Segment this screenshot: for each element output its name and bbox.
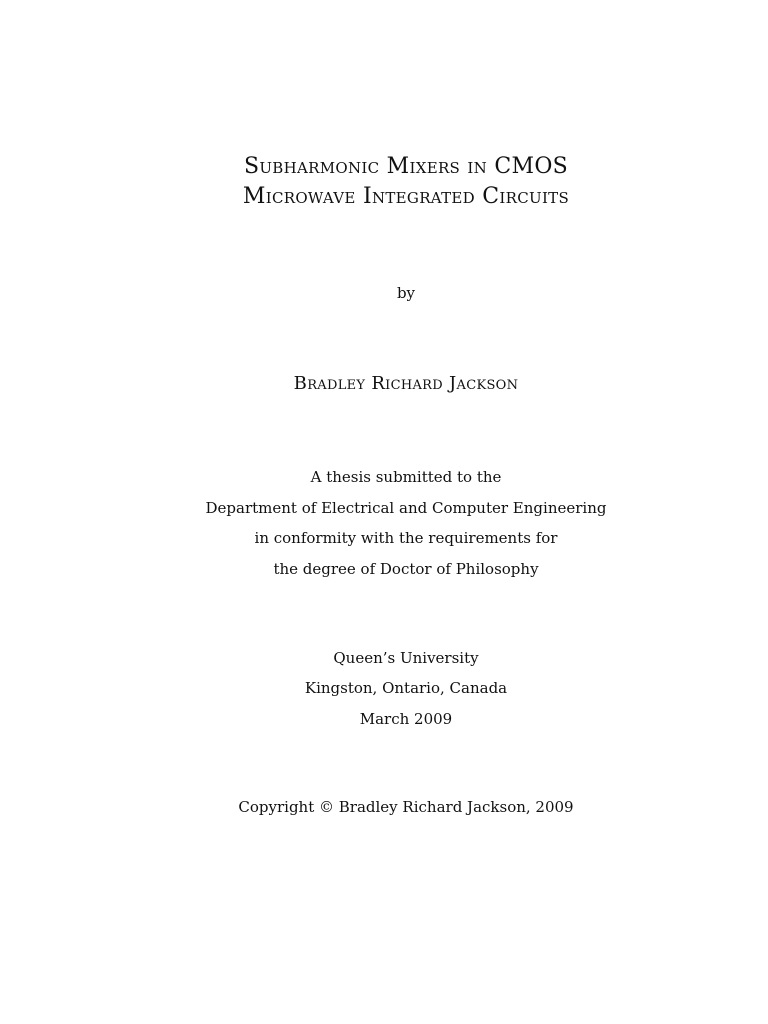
- thesis-statement-line-1: A thesis submitted to the: [310, 468, 502, 486]
- submission-date: March 2009: [359, 710, 453, 728]
- thesis-statement-line-2: Department of Electrical and Computer Engineering: [205, 499, 607, 517]
- university-location: Kingston, Ontario, Canada: [304, 679, 508, 697]
- thesis-title-line-2: Microwave Integrated Circuits: [242, 184, 570, 209]
- thesis-statement-line-3: in conformity with the requirements for: [254, 529, 558, 547]
- thesis-title-line-1: Subharmonic Mixers in CMOS: [243, 154, 569, 179]
- thesis-statement-line-4: the degree of Doctor of Philosophy: [273, 560, 539, 578]
- university-name: Queen’s University: [333, 649, 479, 667]
- author-name: Bradley Richard Jackson: [293, 373, 519, 394]
- by-label: by: [396, 284, 416, 302]
- copyright-notice: Copyright © Bradley Richard Jackson, 2009: [238, 798, 574, 816]
